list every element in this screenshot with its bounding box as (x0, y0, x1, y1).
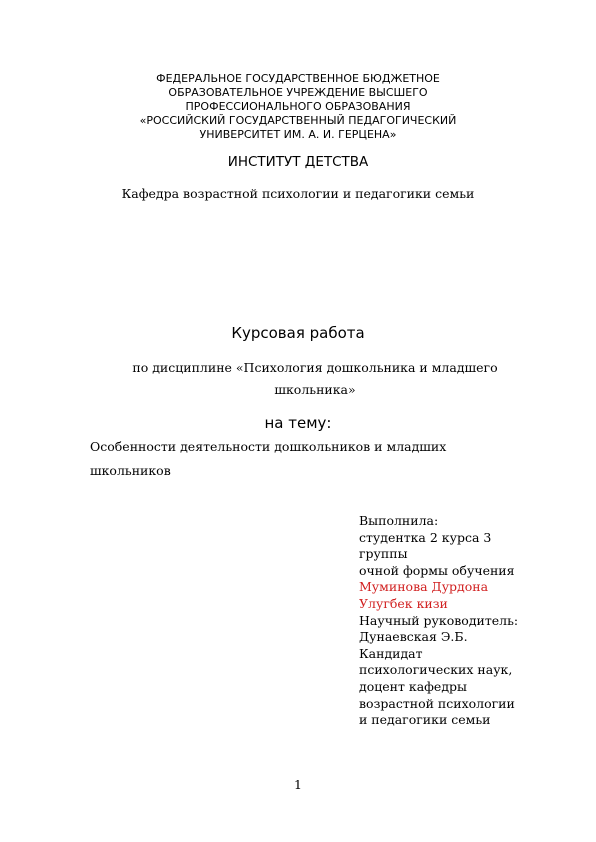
header-line: ПРОФЕССИОНАЛЬНОГО ОБРАЗОВАНИЯ (185, 100, 411, 113)
page-number: 1 (294, 777, 302, 792)
university-header (0, 72, 596, 142)
department-name: Кафедра возрастной психологии и педагогики семьи (121, 186, 475, 201)
supervisor-title-line: доцент кафедры (359, 678, 467, 694)
topic-line: Особенности деятельности дошкольников и младших (90, 439, 447, 454)
header-line: ФЕДЕРАЛЬНОЕ ГОСУДАРСТВЕННОЕ БЮДЖЕТНОЕ (156, 72, 440, 85)
work-type-title: Курсовая работа (231, 324, 365, 342)
student-info: студентка 2 курса 3 (359, 529, 492, 545)
supervisor-label: Научный руководитель: (359, 612, 519, 628)
author-details (359, 513, 559, 729)
institute-title: ИНСТИТУТ ДЕТСТВА (227, 154, 369, 170)
supervisor-name: Дунаевская Э.Б. (359, 629, 468, 645)
supervisor-title-line: психологических наук, (359, 662, 513, 678)
topic-line: школьников (90, 463, 171, 478)
student-name: Улугбек кизи (359, 595, 448, 611)
supervisor-title-line: возрастной психологии (359, 695, 515, 711)
student-info: группы (359, 546, 408, 562)
header-line: «РОССИЙСКИЙ ГОСУДАРСТВЕННЫЙ ПЕДАГОГИЧЕСКИЙ (139, 114, 457, 127)
study-form: очной формы обучения (359, 562, 515, 578)
discipline-line: школьника» (274, 382, 356, 397)
topic (90, 435, 520, 483)
discipline-line: по дисциплине «Психология дошкольника и младшего (132, 360, 498, 375)
header-line: УНИВЕРСИТЕТ ИМ. А. И. ГЕРЦЕНА» (199, 128, 397, 141)
header-line: ОБРАЗОВАТЕЛЬНОЕ УЧРЕЖДЕНИЕ ВЫСШЕГО (168, 86, 428, 99)
student-name: Муминова Дурдона (359, 579, 489, 595)
topic-label: на тему: (264, 414, 332, 432)
supervisor-title-line: Кандидат (359, 645, 423, 661)
discipline (100, 357, 530, 401)
performed-by-label: Выполнила: (359, 513, 439, 528)
supervisor-title-line: и педагогики семьи (359, 712, 491, 728)
